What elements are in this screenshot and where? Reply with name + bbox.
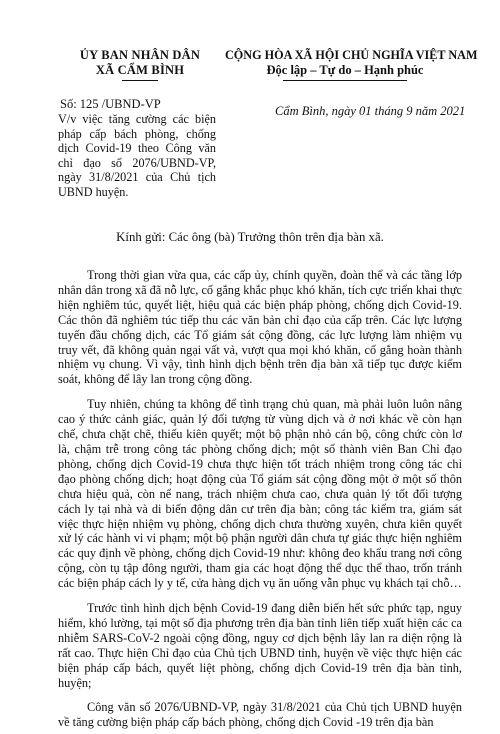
body-paragraph: Trong thời gian vừa qua, các cấp ủy, chính quyền, đoàn thể và các tầng lớp nhân dân trong xã đã nỗ lực, cố gắng khắc phục khó khăn, tích cực triển khai thực hiện nghiêm túc, quyết liệt, hiệu quả các biện pháp phòng, chống dịch Covid-19. Các thôn đã nghiêm túc tiếp thu các văn bản chỉ đạo của cấp trên. Các lực lượng tuyến đầu chống dịch, các Tổ giám sát cộng đồng, các lực lượng làm nhiệm vụ truy vết, đã không quản ngại vất vả, vượt qua mọi khó khăn, cố gắng hoàn thành nhiệm vụ chung. Vì vậy, tình hình dịch bệnh trên địa bàn xã tiếp tục được kiểm soát, không để lây lan trong cộng đồng. — [58, 268, 462, 387]
body-paragraph: Công văn số 2076/UBND-VP, ngày 31/8/2021 của Chủ tịch UBND huyện về tăng cường biện pháp cấp bách phòng, chống dịch Covid -19 trên địa bàn — [58, 700, 462, 730]
body-paragraph: Tuy nhiên, chúng ta không để tình trạng chủ quan, mà phải luôn luôn nâng cao ý thức cảnh giác, quản lý đối tượng từ vùng dịch và ở nơi khác về còn hạn chế, chưa chặt chẽ, thiếu kiên quyết; một bộ phận nhỏ cán bộ, công chức còn lơ là, chậm trễ trong công tác phòng chống dịch; một số thành viên Ban Chỉ đạo phòng, chống dịch Covid-19 chưa thực hiện tốt trách nhiệm trong công tác chỉ đạo phòng chống dịch; hoạt động của Tổ giám sát cộng đồng một ở một số thôn chưa hiệu quả, còn nể nang, trách nhiệm chưa cao, chưa quản lý tốt đối tượng cách ly tại nhà và di biến động dân cư trên địa bàn; công tác kiểm tra, giám sát việc thực hiện nhiệm vụ phòng, chống dịch chưa thường xuyên, chưa kiên quyết xử lý các hành vi vi phạm; một bộ phận người dân chưa tự giác thực hiện nghiêm các quy định về phòng, chống dịch Covid-19 như: không đeo khẩu trang nơi công cộng, còn tụ tập đông người, tham gia các hoạt động thể dục thể thao, trốn tránh các biện pháp cách ly y tế, cửa hàng dịch vụ ăn uống vẫn phục vụ khách tại chỗ… — [58, 397, 462, 591]
document-body — [58, 268, 462, 734]
issuer-name-line2: XÃ CẨM BÌNH — [95, 63, 185, 77]
issuer-name-line1: ỦY BAN NHÂN DÂN — [79, 48, 201, 62]
document-number: Số: 125 /UBND-VP — [60, 97, 161, 111]
recipient-greeting: Kính gửi: Các ông (bà) Trưởng thôn trên địa bàn xã. — [116, 230, 384, 244]
national-motto: Độc lập – Tự do – Hạnh phúc — [266, 63, 424, 77]
body-paragraph: Trước tình hình dịch bệnh Covid-19 đang diễn biến hết sức phức tạp, nguy hiểm, khó lường, tại một số địa phương trên địa bàn tỉnh liên tiếp xuất hiện các ca nhiễm SARS-CoV-2 ngoài cộng đồng, nguy cơ dịch bệnh lây lan ra diện rộng là rất cao. Thực hiện Chỉ đạo của Chủ tịch UBND tỉnh, huyện về việc thực hiện các biện pháp cấp bách, quyết liệt phòng, chống dịch Covid-19 trên địa bàn tỉnh, huyện; — [58, 601, 462, 690]
issuer-underline — [122, 80, 158, 81]
issuer-block — [55, 48, 225, 199]
document-date: Cẩm Bình, ngày 01 tháng 9 năm 2021 — [275, 104, 466, 118]
motto-underline — [283, 80, 407, 81]
national-title: CỘNG HÒA XÃ HỘI CHỦ NGHĨA VIỆT NAM — [225, 48, 478, 62]
national-header — [225, 48, 478, 81]
document-subject: V/v việc tăng cường các biện pháp cấp bách phòng, chống dịch Covid-19 theo Công văn chỉ đạo số 2076/UBND-VP, ngày 31/8/2021 của Chủ tịch UBND huyện. — [58, 112, 216, 199]
